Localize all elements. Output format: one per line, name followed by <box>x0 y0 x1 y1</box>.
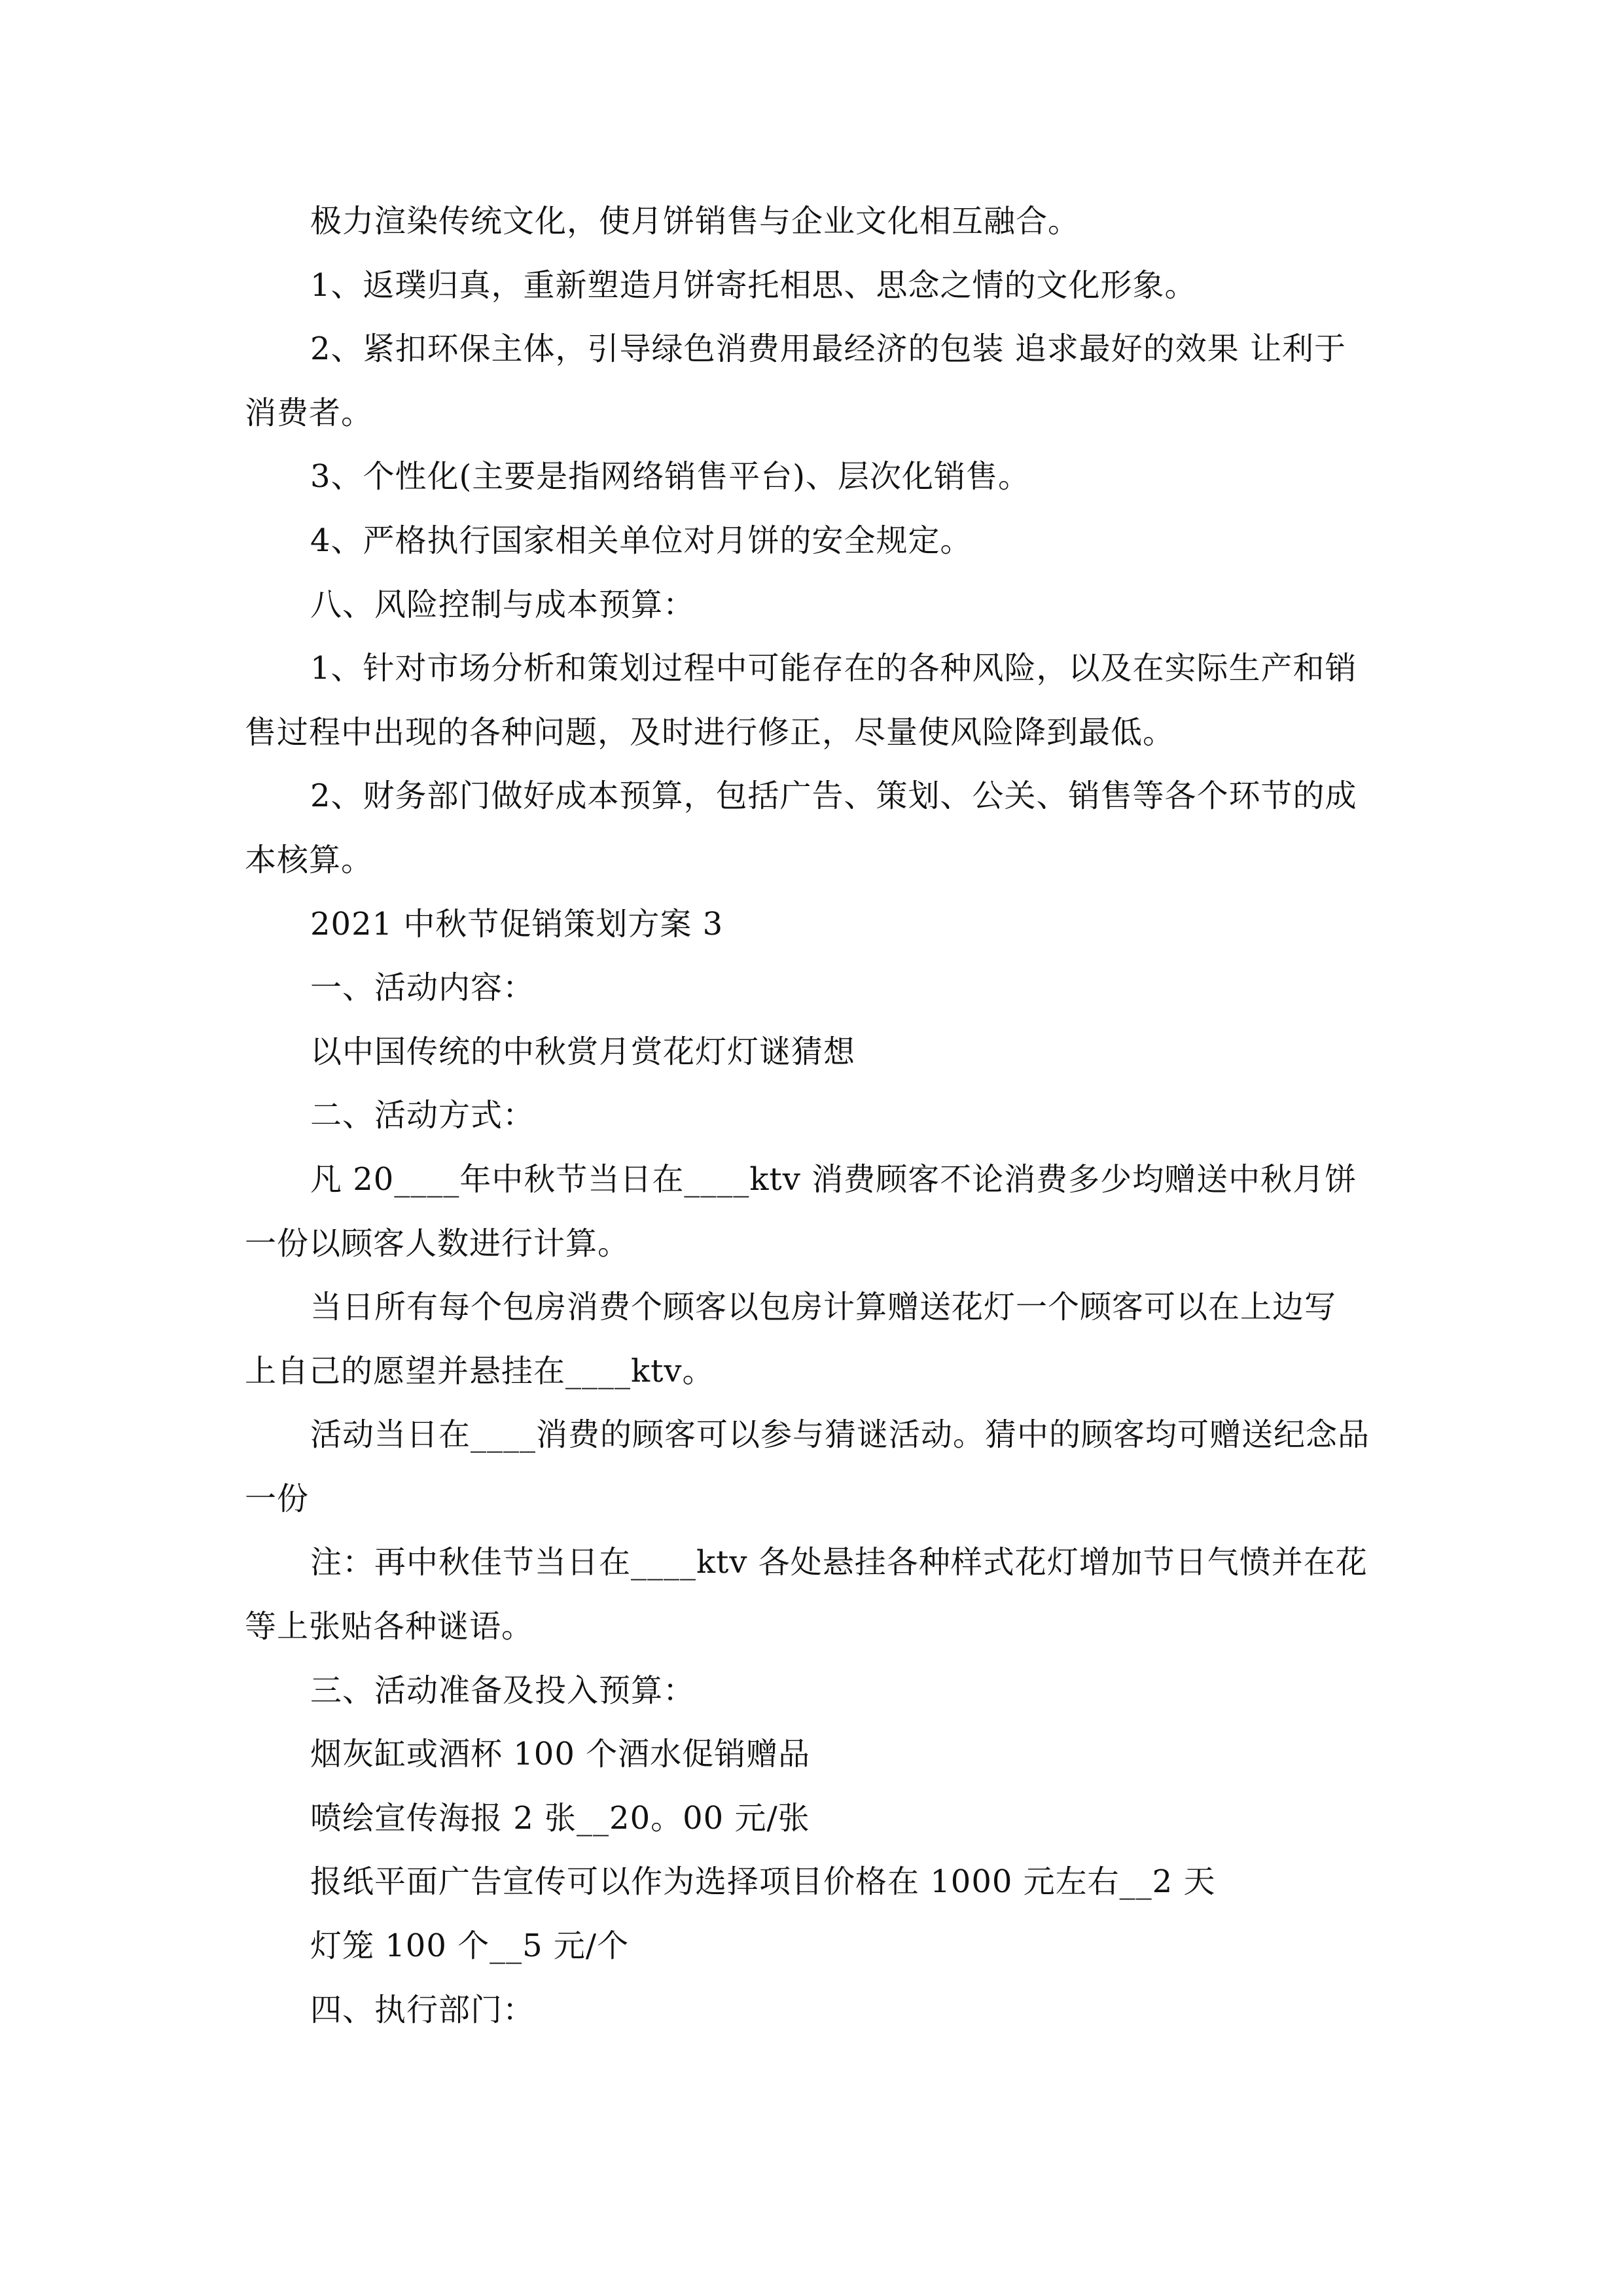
text-line: 当日所有每个包房消费个顾客以包房计算赠送花灯一个顾客可以在上边写 <box>310 1289 1337 1326</box>
text-line: 八、风险控制与成本预算： <box>310 586 696 623</box>
paragraph <box>245 764 1381 892</box>
text-line: 上自己的愿望并悬挂在____ktv。 <box>245 1352 715 1390</box>
text-line: 售过程中出现的各种问题，及时进行修正，尽量使风险降到最低。 <box>245 713 1175 751</box>
budget-item <box>245 1914 1381 1979</box>
text-line: 4、严格执行国家相关单位对月饼的安全规定。 <box>310 522 972 559</box>
text-line: 一份 <box>245 1480 310 1517</box>
text-line: 极力渲染传统文化，使月饼销售与企业文化相互融合。 <box>310 203 1080 240</box>
budget-item <box>245 1850 1381 1914</box>
text-line: 1、返璞归真，重新塑造月饼寄托相思、思念之情的文化形象。 <box>310 266 1197 304</box>
budget-item <box>245 1723 1381 1787</box>
paragraph <box>245 1148 1381 1276</box>
text-line: 2、财务部门做好成本预算，包括广告、策划、公关、销售等各个环节的成 <box>310 778 1357 815</box>
text-line: 以中国传统的中秋赏月赏花灯灯谜猜想 <box>310 1033 856 1070</box>
text-line: 本核算。 <box>245 841 374 878</box>
paragraph <box>245 509 1381 573</box>
paragraph <box>245 445 1381 509</box>
paragraph <box>245 254 1381 318</box>
paragraph <box>245 637 1381 764</box>
text-line: 凡 20____年中秋节当日在____ktv 消费顾客不论消费多少均赠送中秋月饼 <box>310 1160 1357 1198</box>
paragraph <box>245 190 1381 254</box>
paragraph <box>245 1276 1381 1403</box>
section-heading <box>245 1659 1381 1723</box>
text-line: 灯笼 100 个__5 元/个 <box>310 1928 630 1965</box>
text-line: 消费者。 <box>245 394 374 431</box>
section-heading <box>245 1979 1381 2043</box>
text-line: 三、活动准备及投入预算： <box>310 1672 696 1709</box>
paragraph <box>245 317 1381 445</box>
section-heading <box>245 573 1381 637</box>
text-line: 报纸平面广告宣传可以作为选择项目价格在 1000 元左右__2 天 <box>310 1863 1216 1901</box>
text-line: 烟灰缸或酒杯 100 个酒水促销赠品 <box>310 1736 811 1773</box>
text-line: 二、活动方式： <box>310 1097 535 1134</box>
text-line: 一、活动内容： <box>310 969 535 1007</box>
text-line: 3、个性化(主要是指网络销售平台)、层次化销售。 <box>310 458 1030 495</box>
document-title <box>245 893 1381 957</box>
section-heading <box>245 956 1381 1020</box>
text-line: 注：再中秋佳节当日在____ktv 各处悬挂各种样式花灯增加节日气愤并在花 <box>310 1544 1368 1581</box>
text-line: 喷绘宣传海报 2 张__20。00 元/张 <box>310 1799 810 1837</box>
text-line: 四、执行部门： <box>310 1991 535 2028</box>
text-line: 1、针对市场分析和策划过程中可能存在的各种风险，以及在实际生产和销 <box>310 650 1357 687</box>
text-line: 2021 中秋节促销策划方案 3 <box>310 905 724 942</box>
text-line: 一份以顾客人数进行计算。 <box>245 1225 630 1262</box>
text-line: 2、紧扣环保主体，引导绿色消费用最经济的包装 追求最好的效果 让利于 <box>310 331 1347 368</box>
section-heading <box>245 1084 1381 1148</box>
paragraph <box>245 1403 1381 1531</box>
budget-item <box>245 1787 1381 1851</box>
paragraph <box>245 1020 1381 1085</box>
note-paragraph <box>245 1531 1381 1659</box>
text-line: 等上张贴各种谜语。 <box>245 1608 534 1645</box>
text-line: 活动当日在____消费的顾客可以参与猜谜活动。猜中的顾客均可赠送纪念品 <box>310 1416 1370 1454</box>
document-body <box>245 190 1381 2042</box>
